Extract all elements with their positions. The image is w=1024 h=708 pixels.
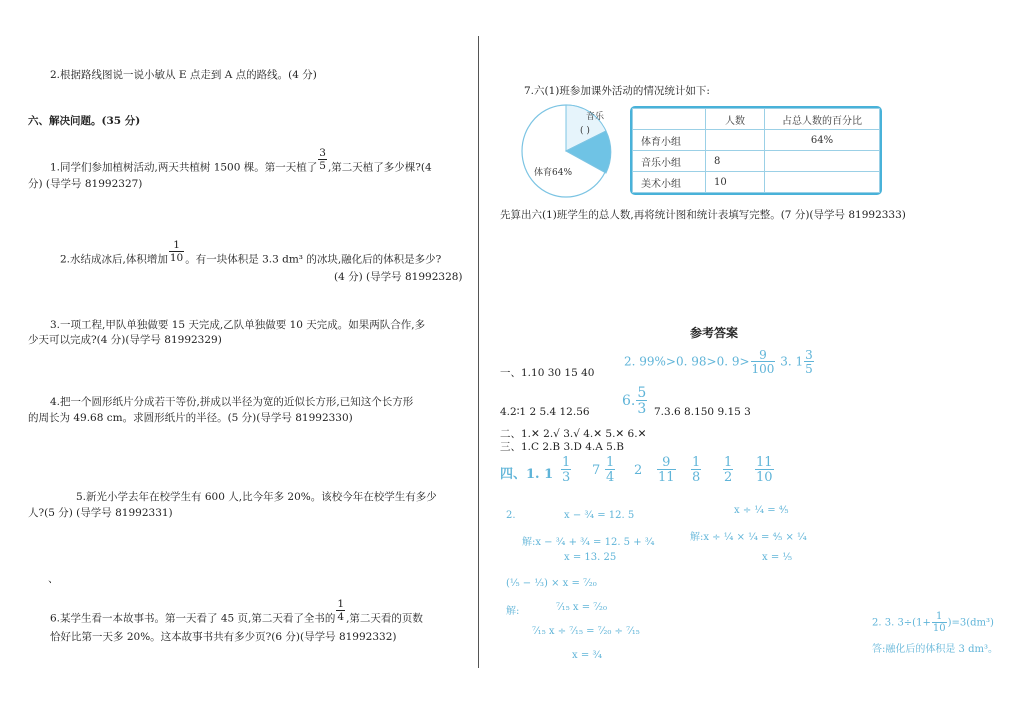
answer-5-2: 2. 3. 3÷(1+ $\frac{1}{10}$ )=3(dm³) [872, 611, 994, 634]
table-header-cell: 人数 [706, 109, 765, 130]
table-cell: 体育小组 [633, 130, 706, 151]
problem-1-line-2: 分) (导学号 81992327) [28, 178, 143, 190]
equation-3: (¹⁄₅ − ¹⁄₃) × x = ⁷⁄₂₀ [506, 578, 597, 589]
answer-4-label: 四、1. 1 [500, 467, 554, 482]
table-cell [765, 151, 880, 172]
table-cell [706, 130, 765, 151]
problem-7-task: 先算出六(1)班学生的总人数,再将统计图和统计表填写完整。(7 分)(导学号 81992333) [500, 209, 906, 221]
problem-5-line-2: 人?(5 分) (导学号 81992331) [28, 507, 173, 519]
answer-2: 二、1.✕ 2.√ 3.√ 4.✕ 5.✕ 6.✕ [500, 428, 647, 440]
stray-mark: 、 [48, 573, 59, 585]
answers-title: 参考答案 [690, 326, 739, 340]
equation-3-label: 解: [506, 606, 520, 617]
equation-3-step-3: x = ³⁄₄ [572, 650, 603, 661]
equation-2-step-1: 解:x ÷ ¹⁄₄ × ¹⁄₄ = ⁴⁄₅ × ¹⁄₄ [690, 532, 807, 543]
fraction: $\frac{9}{100}$ [751, 348, 775, 376]
fraction: $\frac{1}{4}$ [606, 455, 615, 485]
stats-table [632, 108, 880, 193]
table-cell: 音乐小组 [633, 151, 706, 172]
pie-label-music-blank: ( ) [580, 126, 590, 136]
fraction-1-10: $\frac{1}{10}$ [169, 239, 184, 264]
problem-3-line-1: 3.一项工程,甲队单独做要 15 天完成,乙队单独做要 10 天完成。如果两队合作,多 [50, 319, 426, 331]
pie-label-music: 音乐 [586, 112, 605, 122]
equation-1-step-1: 解:x − ³⁄₄ + ³⁄₄ = 12. 5 + ³⁄₄ [522, 537, 655, 548]
problem-6-line-1: 6.某学生看一本故事书。第一天看了 45 页,第二天看了全书的 $\frac{1}{4}$ ,第二天看的页数 [50, 598, 423, 625]
fraction-3-5: $\frac{3}{5}$ [319, 147, 326, 172]
answer-1-line-2b: 7.3.6 8.150 9.15 3 [654, 406, 751, 418]
answer-1: 一、1.10 30 15 40 [500, 367, 595, 379]
fraction: $\frac{1}{2}$ [724, 455, 733, 485]
fraction: $\frac{1}{3}$ [562, 455, 571, 485]
answer-5-2-conclusion: 答:融化后的体积是 3 dm³。 [872, 644, 998, 655]
table-cell: 美术小组 [633, 172, 706, 193]
table-cell: 10 [706, 172, 765, 193]
answer-4-frac-c [656, 456, 677, 484]
equation-1-step-2: x = 13. 25 [564, 552, 617, 563]
table-row [633, 172, 880, 193]
equation-3-step-2: ⁷⁄₁₅ x ÷ ⁷⁄₁₅ = ⁷⁄₂₀ ÷ ⁷⁄₁₅ [532, 626, 640, 637]
table-header-cell: 占总人数的百分比 [765, 109, 880, 130]
answer-4-two: 2 [634, 463, 643, 478]
table-header-cell [633, 109, 706, 130]
equation-3-step-1: ⁷⁄₁₅ x = ⁷⁄₂₀ [556, 602, 607, 613]
problem-2-line-2: (4 分) (导学号 81992328) [334, 271, 463, 283]
table-row [633, 151, 880, 172]
table-row [633, 130, 880, 151]
answer-4-frac-d [690, 456, 702, 484]
problem-3-line-2: 少天可以完成?(4 分)(导学号 81992329) [28, 334, 222, 346]
answer-4-frac-f [754, 456, 775, 484]
table-cell: 8 [706, 151, 765, 172]
table-cell: 64% [765, 130, 880, 151]
fraction: $\frac{1}{8}$ [692, 455, 701, 485]
problem-6-line-2: 恰好比第一天多 20%。这本故事书共有多少页?(6 分)(导学号 81992332) [50, 631, 397, 643]
fraction: $\frac{9}{11}$ [658, 455, 675, 485]
section-heading-6: 六、解决问题。(35 分) [28, 115, 141, 127]
problem-4-line-1: 4.把一个圆形纸片分成若干等份,拼成以半径为宽的近似长方形,已知这个长方形 [50, 396, 414, 408]
fraction: $\frac{1}{10}$ [932, 611, 946, 634]
answer-4-whole: 7 [592, 463, 601, 478]
answer-1-line-2: 4.2∶1 2 5.4 12.56 [500, 406, 590, 418]
fraction: $\frac{5}{3}$ [637, 385, 647, 417]
table-header-row [633, 109, 880, 130]
stats-table-frame [630, 106, 882, 195]
answer-4-frac-b [604, 456, 616, 484]
pie-chart [520, 103, 612, 199]
problem-1-line-1: 1.同学们参加植树活动,两天共植树 1500 棵。第一天植了 $\frac{3}{5}$ ,第二天植了多少棵?(4 [50, 147, 432, 174]
table-cell [765, 172, 880, 193]
fraction: $\frac{3}{5}$ [805, 348, 813, 376]
answer-4-frac-e [722, 456, 734, 484]
fraction: $\frac{11}{10}$ [756, 455, 773, 485]
equation-2-step-2: x = ¹⁄₅ [762, 552, 793, 563]
answer-4-2-label: 2. [506, 510, 516, 521]
pie-label-sports: 体育64% [534, 168, 573, 178]
question-5-2: 2.根据路线图说一说小敏从 E 点走到 A 点的路线。(4 分) [50, 69, 317, 81]
problem-4-line-2: 的周长为 49.68 cm。求圆形纸片的半径。(5 分)(导学号 81992330) [28, 412, 353, 424]
equation-2: x ÷ ¹⁄₄ = ⁴⁄₅ [734, 505, 789, 516]
equation-1: x − ³⁄₄ = 12. 5 [564, 510, 635, 521]
answer-1-6: 6. $\frac{5}{3}$ [622, 385, 647, 417]
answer-3: 三、1.C 2.B 3.D 4.A 5.B [500, 441, 624, 453]
problem-5-line-1: 5.新光小学去年在校学生有 600 人,比今年多 20%。该校今年在校学生有多少 [76, 491, 437, 503]
answer-4-frac-a [560, 456, 572, 484]
problem-2-line-1: 2.水结成冰后,体积增加 $\frac{1}{10}$ 。有一块体积是 3.3 dm³ 的冰块,融化后的体积是多少? [60, 239, 442, 266]
problem-7-intro: 7.六(1)班参加课外活动的情况统计如下: [524, 85, 710, 97]
answer-1-cont: 2. 99%>0. 98>0. 9> $\frac{9}{100}$ 3. 1 $\frac{3}{5}$ [624, 348, 813, 376]
fraction-1-4: $\frac{1}{4}$ [337, 598, 345, 623]
column-divider [478, 36, 479, 668]
